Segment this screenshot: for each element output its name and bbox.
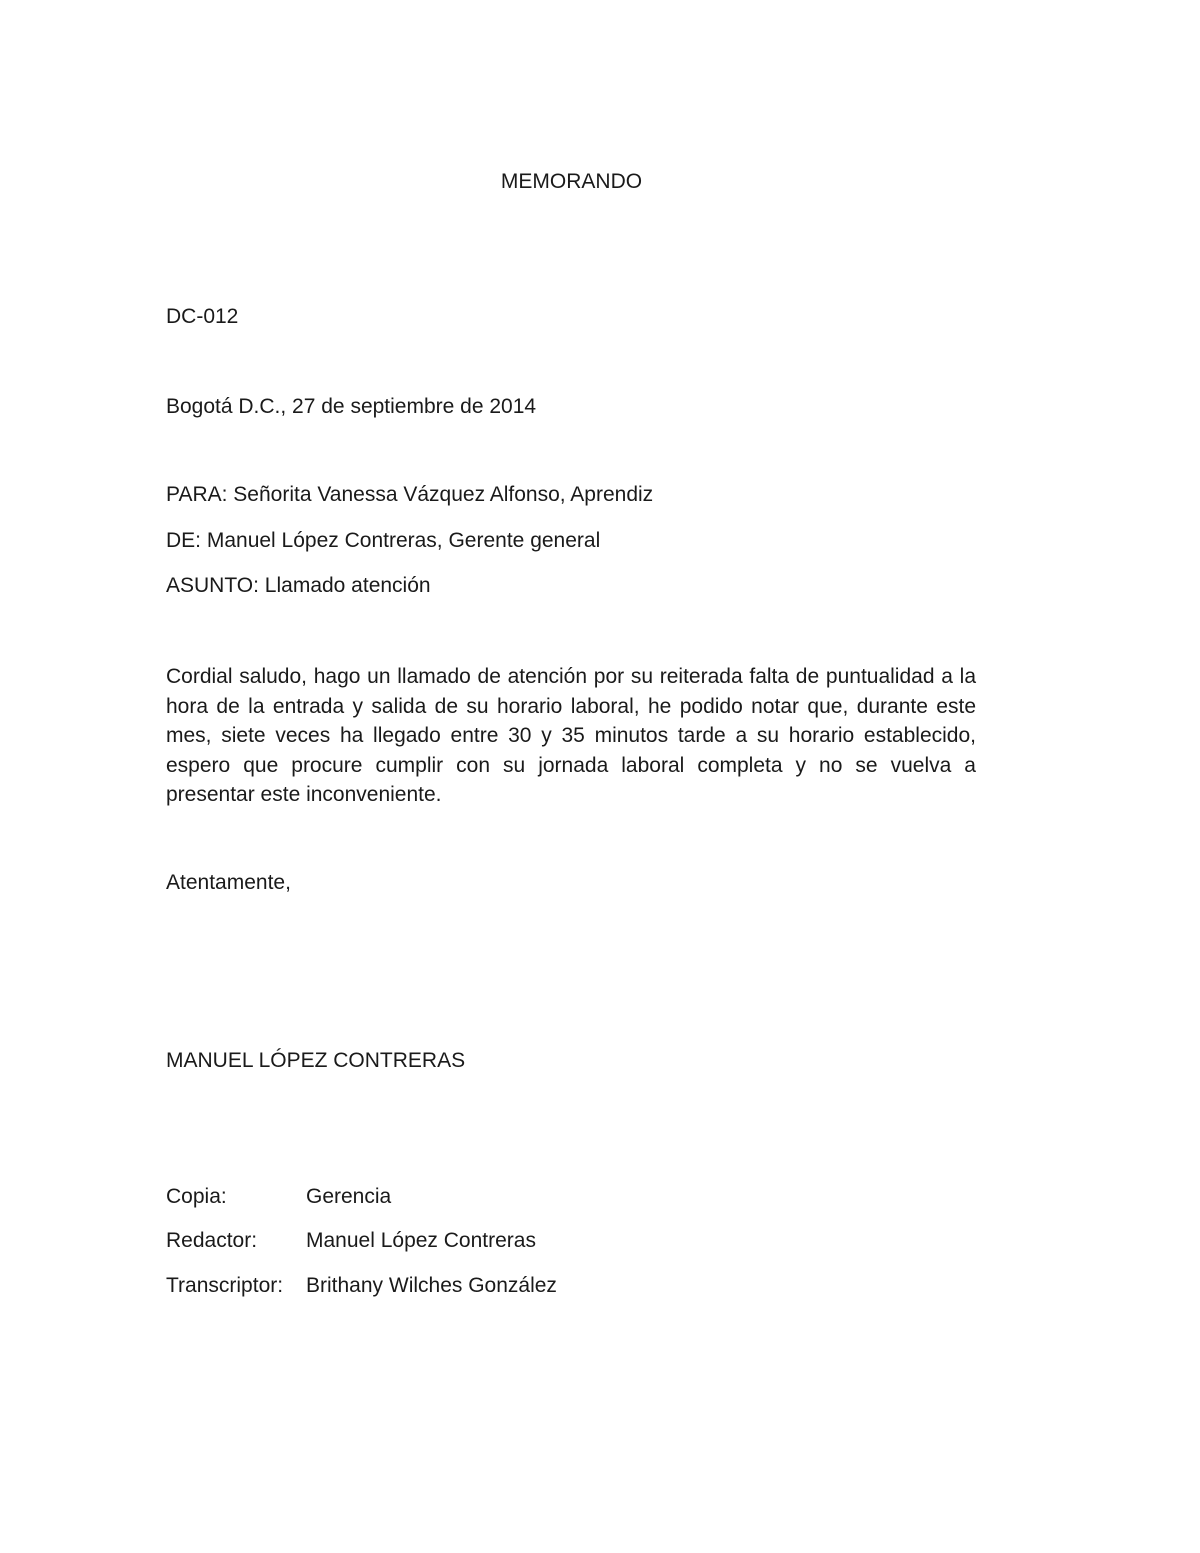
recipient-line: PARA: Señorita Vanessa Vázquez Alfonso, Aprendiz [166, 483, 654, 506]
cc-value: Gerencia [306, 1185, 392, 1208]
signature-name: MANUEL LÓPEZ CONTRERAS [166, 1049, 466, 1072]
subject-line: ASUNTO: Llamado atención [166, 574, 431, 597]
cc-row-transcriptor [166, 1273, 557, 1298]
cc-row-redactor [166, 1228, 536, 1253]
closing: Atentamente, [166, 871, 291, 894]
cc-label: Copia: [166, 1185, 227, 1208]
cc-value: Manuel López Contreras [306, 1229, 536, 1252]
cc-label: Transcriptor: [166, 1274, 284, 1297]
memo-code: DC-012 [166, 305, 239, 328]
cc-value: Brithany Wilches González [306, 1274, 557, 1297]
cc-label: Redactor: [166, 1229, 258, 1252]
memo-title: MEMORANDO [500, 170, 643, 193]
place-date: Bogotá D.C., 27 de septiembre de 2014 [166, 395, 537, 418]
memo-body: Cordial saludo, hago un llamado de atención por su reiterada falta de puntualidad a la hora de la entrada y salida de su horario laboral, he podido notar que, durante este mes, siete veces ha llegado entre 30 y 35 minutos tarde a su horario establecido, espero que procure cumplir con su jornada laboral completa y no se vuelva a presentar este inconveniente. [166, 665, 976, 806]
sender-line: DE: Manuel López Contreras, Gerente general [166, 529, 601, 552]
cc-row-copia [166, 1184, 391, 1209]
